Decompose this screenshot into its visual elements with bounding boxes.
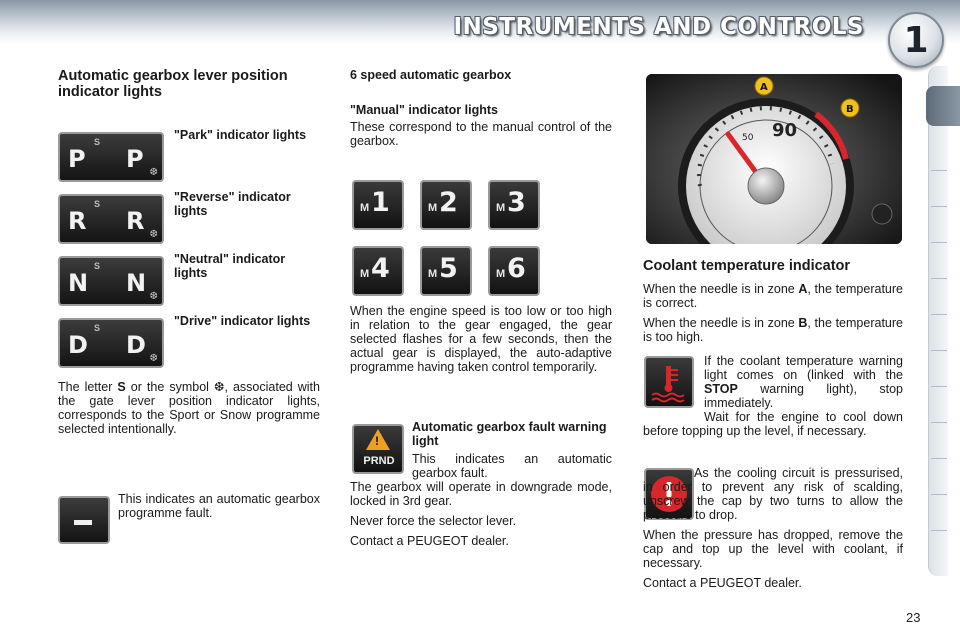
lamp-letter: R [126,207,145,235]
pressure-text: As the cooling circuit is pressurised, in order to prevent any risk of scalding, unscrew the cap by two turns to allow the pressure to drop. [643,466,903,522]
gear-m2-lamp [420,180,472,230]
note-text: , associated with the gate lever position indicator lights, corresponds to the Sport or Snow programme selected intentionally. [58,380,320,436]
coolant-gauge-photo [646,74,902,244]
zone-a-text-2: , the temperature is correct. [643,282,903,310]
tab-divider [931,386,947,387]
gear-m: M [496,268,506,280]
engine-speed-text: When the engine speed is too low or too high in relation to the gear engaged, the gear selected flashes for a few seconds, then the actual gear is displayed, the auto-adaptive programme having taken control temporarily. [350,304,612,374]
gauge-illustration [646,74,902,244]
zone-b-text-2: , the temperature is too high. [643,316,903,344]
lamp-letter: P [126,145,144,173]
six-speed-title: 6 speed automatic gearbox [350,68,512,82]
gearbox-fault-lamp [352,424,404,474]
wait-text: Wait for the engine to cool down before topping up the level, if necessary. [643,410,903,438]
programme-fault-lamp [58,496,110,544]
note-text: or the symbol [125,380,214,394]
topup-text: When the pressure has dropped, remove the cap and top up the level with coolant, if necessary. [643,528,903,570]
gear-m6-lamp [488,246,540,296]
sport-snow-note [58,380,320,436]
reverse-label: "Reverse" indicator lights [174,190,291,218]
zone-a-marker: A [760,82,768,93]
snowflake-icon: ❆ [213,380,225,394]
tab-divider [931,494,947,495]
gear-number: 3 [507,187,526,218]
chapter-number-badge [888,12,944,68]
tab-divider [931,206,947,207]
gear-m: M [428,202,438,214]
programme-fault-text: This indicates an automatic gearbox programme fault. [118,492,320,520]
tab-divider [931,278,947,279]
gear-m: M [496,202,506,214]
downgrade-text: The gearbox will operate in downgrade mode, locked in 3rd gear. [350,480,612,508]
note-bold-s: S [117,380,126,394]
chapter-number: 1 [903,20,929,61]
exclamation-icon: ! [375,434,379,448]
warning-text-1: If the coolant temperature warning light comes on (linked with the [704,354,903,382]
chapter-tab-strip[interactable] [928,66,948,576]
tab-divider [931,530,947,531]
snowflake-icon: ❆ [149,229,158,240]
reverse-indicator-lamp [58,194,164,244]
zone-b-marker: B [846,104,854,115]
coolant-title: Coolant temperature indicator [643,258,851,274]
zone-a-text [643,282,903,310]
sport-symbol: S [94,323,101,333]
zone-b-text [643,316,903,344]
zone-a-bold: A [798,282,808,296]
sport-symbol: S [94,137,101,147]
tab-divider [931,242,947,243]
chapter-title: INSTRUMENTS AND CONTROLS [453,14,864,40]
gearbox-indicator-title: Automatic gearbox lever position indicator lights [58,68,288,100]
gear-number: 1 [371,187,390,218]
tab-divider [931,350,947,351]
gear-m3-lamp [488,180,540,230]
snowflake-icon: ❆ [149,291,158,302]
manual-text: These correspond to the manual control of the gearbox. [350,120,612,148]
dash-icon [74,520,92,525]
lamp-letter: P [68,145,86,173]
gear-number: 4 [371,253,390,284]
tab-divider [931,458,947,459]
active-chapter-tab[interactable] [926,86,960,126]
contact-dealer-text: Contact a PEUGEOT dealer. [350,534,509,548]
zone-b-bold: B [798,316,808,330]
gauge-tick-label: 50 [742,133,754,143]
sport-symbol: S [94,261,101,271]
lamp-letter: D [68,331,88,359]
zone-b-text-1: When the needle is in zone [643,316,799,330]
snowflake-icon: ❆ [149,353,158,364]
park-indicator-lamp [58,132,164,182]
gear-number: 2 [439,187,458,218]
stop-bold: STOP [704,382,738,396]
tab-divider [931,422,947,423]
gear-number: 5 [439,253,458,284]
coolant-warning-text [704,354,903,410]
thermometer-icon [646,358,692,406]
sport-symbol: S [94,199,101,209]
lamp-letter: D [126,331,146,359]
gearbox-fault-title: Automatic gearbox fault warning light [412,420,607,448]
drive-label: "Drive" indicator lights [174,314,311,328]
gear-m4-lamp [352,246,404,296]
gear-number: 6 [507,253,526,284]
park-label: "Park" indicator lights [174,128,307,142]
note-text: The letter [58,380,118,394]
warning-text-2: warning light), stop immediately. [704,382,903,410]
gearbox-fault-notes [350,480,612,554]
lamp-letter: R [68,207,87,235]
selector-text: Never force the selector lever. [350,514,517,528]
coolant-zone-text [643,282,903,350]
prnd-label: PRND [363,455,395,467]
lamp-letter: N [126,269,147,297]
neutral-label: "Neutral" indicator lights [174,252,286,280]
coolant-warning-lamp [644,356,694,408]
gear-m1-lamp [352,180,404,230]
zone-a-text-1: When the needle is in zone [643,282,799,296]
page-number: 23 [906,610,921,625]
gear-m: M [428,268,438,280]
tab-divider [931,170,947,171]
lamp-letter: N [68,269,89,297]
gear-m5-lamp [420,246,472,296]
gear-m: M [360,202,370,214]
gauge-90-label: 90 [772,120,798,141]
pressure-notes [643,466,903,596]
coolant-contact-text: Contact a PEUGEOT dealer. [643,576,802,590]
gearbox-fault-text: This indicates an automatic gearbox fault. [412,452,612,480]
tab-divider [931,314,947,315]
neutral-indicator-lamp [58,256,164,306]
manual-title: "Manual" indicator lights [350,103,498,117]
snowflake-icon: ❆ [149,167,158,178]
drive-indicator-lamp [58,318,164,368]
gear-m: M [360,268,370,280]
